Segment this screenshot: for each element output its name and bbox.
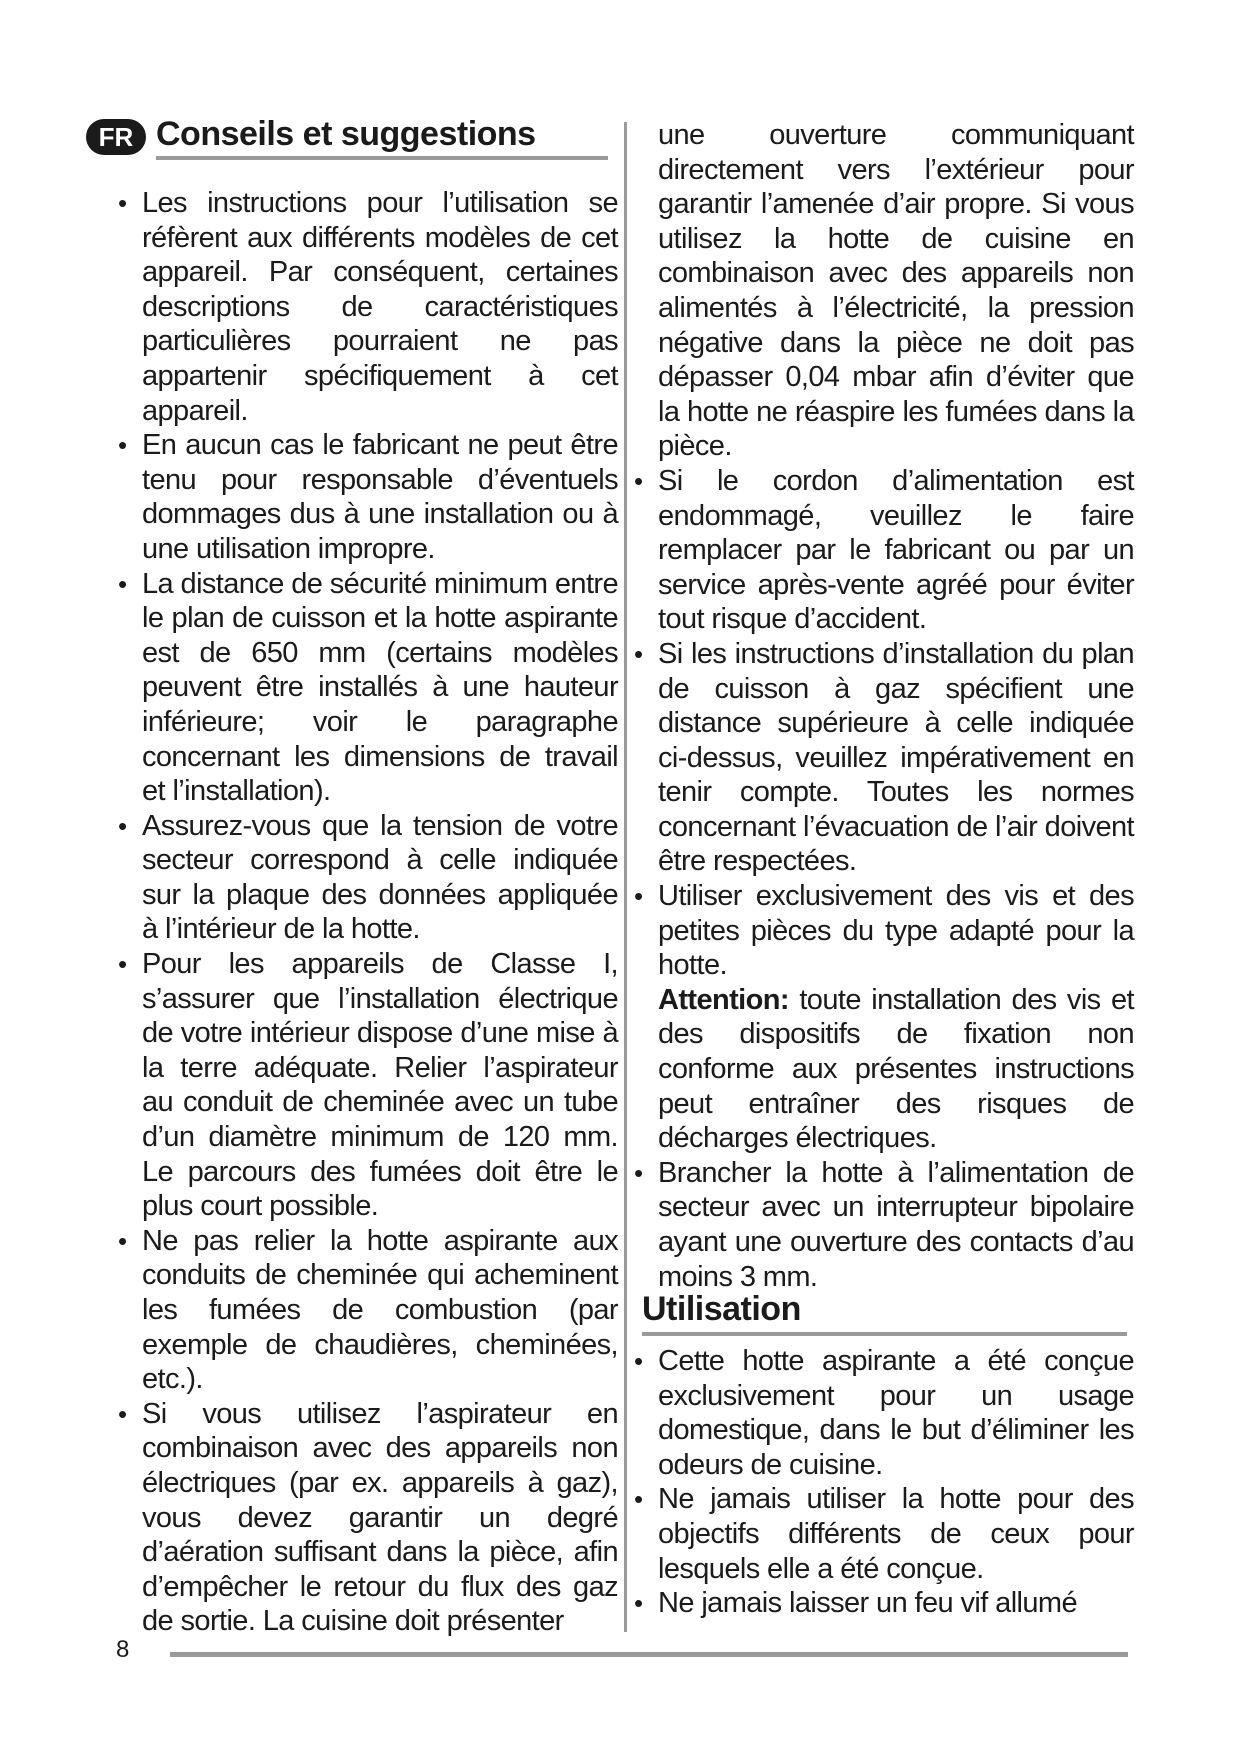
bullet-item: • Les instructions pour l’utilisation se réfèrent aux différents modèles de cet appareil. Par conséquent, certaines descriptions de caractéristiques particulières pourraient ne pas appartenir spécifiquement à cet appareil.: [118, 186, 618, 428]
language-badge: FR: [86, 119, 146, 155]
bullet-item: • En aucun cas le fabricant ne peut être tenu pour responsable d’éventuels dommages dus à une installation ou à une utilisation impropre.: [118, 428, 618, 566]
bullet-item: • Utiliser exclusivement des vis et des petites pièces du type adapté pour la hotte.: [634, 879, 1134, 983]
bullet-item: • Ne jamais laisser un feu vif allumé: [634, 1586, 1134, 1621]
section-title-usage: Utilisation: [642, 1290, 801, 1328]
bullet-item: • Si le cordon d’alimentation est endommagé, veuillez le faire remplacer par le fabricant ou par un service après-vente agréé pour éviter tout risque d’accident.: [634, 464, 1134, 637]
bullet-item: • Ne pas relier la hotte aspirante aux conduits de cheminée qui acheminent les fumées de combustion (par exemple de chaudières, cheminées, etc.).: [118, 1224, 618, 1397]
attention-text: toute installation des vis et des dispositifs de fixation non conforme aux présentes instructions peut entraîner des risques de décharges électriques.: [658, 983, 1134, 1155]
footer-rule: [170, 1652, 1128, 1657]
bullet-item: • Assurez-vous que la tension de votre secteur correspond à celle indiquée sur la plaque des données appliquée à l’intérieur de la hotte.: [118, 809, 618, 947]
usage-list: [634, 1344, 1134, 1621]
right-column: [634, 118, 1134, 1294]
column-divider: [624, 122, 627, 1632]
bullet-item: • Si vous utilisez l’aspirateur en combinaison avec des appareils non électriques (par ex. appareils à gaz), vous devez garantir un degré d’aération suffisant dans la pièce, afin d’empêcher le retour du flux des gaz de sortie. La cuisine doit présenter: [118, 1397, 618, 1639]
attention-note: [634, 983, 1134, 1156]
title-underline: [156, 156, 608, 160]
left-column: [118, 186, 618, 1639]
attention-label: Attention:: [658, 983, 789, 1016]
section-title-tips: Conseils et suggestions: [156, 115, 536, 153]
bullet-item: • Pour les appareils de Classe I, s’assurer que l’installation électrique de votre intérieur dispose d’une mise à la terre adéquate. Relier l’aspirateur au conduit de cheminée avec un tube d’un diamètre minimum de 120 mm. Le parcours des fumées doit être le plus court possible.: [118, 947, 618, 1224]
bullet-item: • Ne jamais utiliser la hotte pour des objectifs différents de ceux pour lesquels elle a été conçue.: [634, 1482, 1134, 1586]
bullet-item: • Si les instructions d’installation du plan de cuisson à gaz spécifient une distance supérieure à celle indiquée ci-dessus, veuillez impérativement en tenir compte. Toutes les normes concernant l’évacuation de l’air doivent être respectées.: [634, 637, 1134, 879]
bullet-item: • La distance de sécurité minimum entre le plan de cuisson et la hotte aspirante est de 650 mm (certains modèles peuvent être installés à une hauteur inférieure; voir le paragraphe concernant les dimensions de travail et l’installation).: [118, 567, 618, 809]
continued-paragraph: une ouverture communiquant directement vers l’extérieur pour garantir l’amenée d’air propre. Si vous utilisez la hotte de cuisine en combinaison avec des appareils non alimentés à l’électricité, la pression négative dans la pièce ne doit pas dépasser 0,04 mbar afin d’éviter que la hotte ne réaspire les fumées dans la pièce.: [658, 119, 1134, 463]
page-number: 8: [116, 1636, 130, 1663]
bullet-item: • Cette hotte aspirante a été conçue exclusivement pour un usage domestique, dans le but d’éliminer les odeurs de cuisine.: [634, 1344, 1134, 1482]
title-underline: [642, 1332, 1127, 1336]
bullet-item: • Brancher la hotte à l’alimentation de secteur avec un interrupteur bipolaire ayant une ouverture des contacts d’au moins 3 mm.: [634, 1156, 1134, 1294]
